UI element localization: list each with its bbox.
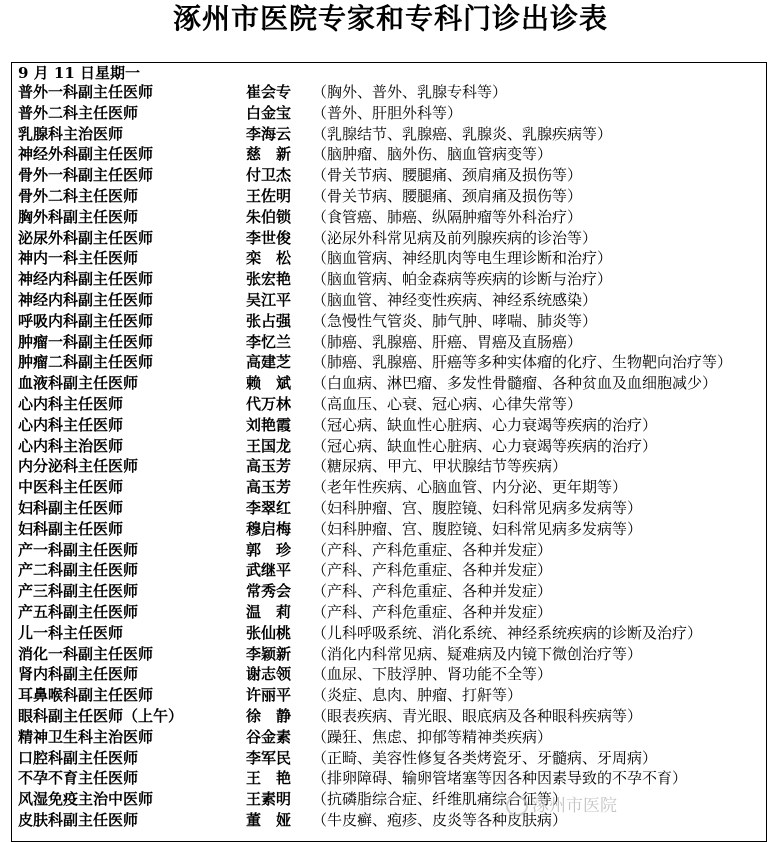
schedule-row [18, 269, 768, 290]
specialty-description: （肺癌、乳腺癌、肝癌等多种实体瘤的化疗、生物靶向治疗等） [312, 353, 733, 372]
doctor-name: 高建芝 [246, 353, 292, 372]
schedule-row [18, 373, 768, 394]
specialty-description: （普外、肝胆外科等） [312, 103, 463, 122]
schedule-row [18, 186, 768, 207]
doctor-name: 张仙桃 [246, 623, 292, 642]
specialty-description: （血尿、下肢浮肿、肾功能不全等） [312, 665, 553, 684]
schedule-row [18, 748, 768, 769]
doctor-name: 谷金素 [246, 727, 292, 746]
doctor-name: 刘艳霞 [246, 415, 292, 434]
doctor-name: 李颖新 [246, 644, 292, 663]
department-title: 心内科主任医师 [18, 415, 124, 434]
schedule-row [18, 436, 768, 457]
doctor-name: 付卫杰 [246, 166, 292, 185]
schedule-row [18, 664, 768, 685]
specialty-description: （产科、产科危重症、各种并发症） [312, 602, 553, 621]
specialty-description: （炎症、息肉、肿瘤、打鼾等） [312, 686, 523, 705]
doctor-name: 栾 松 [246, 249, 292, 268]
specialty-description: （躁狂、焦虑、抑郁等精神类疾病） [312, 727, 553, 746]
department-title: 骨外一科副主任医师 [18, 166, 154, 185]
department-title: 普外一科副主任医师 [18, 83, 154, 101]
specialty-description: （脑血管病、帕金森病等疾病的诊断与治疗） [312, 270, 613, 289]
specialty-description: （牛皮癣、疱疹、皮炎等各种皮肤病） [312, 810, 568, 829]
department-title: 产三科副主任医师 [18, 582, 139, 601]
department-title: 眼科副主任医师（上午） [18, 706, 184, 725]
department-title: 神内一科主任医师 [18, 249, 139, 268]
specialty-description: （冠心病、缺血性心脏病、心力衰竭等疾病的治疗） [312, 436, 658, 455]
specialty-description: （食管癌、肺癌、纵隔肿瘤等外科治疗） [312, 207, 583, 226]
doctor-name: 董 娅 [246, 810, 292, 829]
department-title: 呼吸内科副主任医师 [18, 311, 154, 330]
doctor-name: 郭 珍 [246, 540, 292, 559]
schedule-row [18, 685, 768, 706]
doctor-name: 吴江平 [246, 290, 292, 309]
department-title: 精神卫生科主治医师 [18, 727, 154, 746]
schedule-row [18, 644, 768, 665]
specialty-description: （脑肿瘤、脑外伤、脑血管病变等） [312, 145, 553, 164]
department-title: 血液科副主任医师 [18, 374, 139, 393]
watermark [506, 791, 617, 816]
doctor-name: 王佐明 [246, 186, 292, 205]
schedule-row [18, 82, 768, 103]
schedule-row [18, 207, 768, 228]
schedule-row [18, 415, 768, 436]
doctor-name: 张宏艳 [246, 270, 292, 289]
doctor-name: 温 莉 [246, 602, 292, 621]
department-title: 心内科主任医师 [18, 394, 124, 413]
doctor-name: 代万林 [246, 394, 292, 413]
schedule-row [18, 228, 768, 249]
specialty-description: （肺癌、乳腺癌、肝癌、胃癌及直肠癌） [312, 332, 583, 351]
specialty-description: （抗磷脂综合症、纤维肌痛综合征等） [312, 790, 568, 809]
department-title: 骨外二科主任医师 [18, 186, 139, 205]
schedule-row [18, 602, 768, 623]
department-title: 神经内科副主任医师 [18, 270, 154, 289]
schedule-row [18, 498, 768, 519]
schedule-row [18, 477, 768, 498]
specialty-description: （冠心病、缺血性心脏病、心力衰竭等疾病的治疗） [312, 415, 658, 434]
doctor-name: 许丽平 [246, 686, 292, 705]
specialty-description: （白血病、淋巴瘤、多发性骨髓瘤、各种贫血及血细胞减少） [312, 374, 718, 393]
department-title: 神经外科副主任医师 [18, 145, 154, 164]
schedule-row [18, 623, 768, 644]
doctor-name: 张占强 [246, 311, 292, 330]
schedule-row [18, 311, 768, 332]
department-title: 妇科副主任医师 [18, 498, 124, 517]
department-title: 中医科主任医师 [18, 478, 124, 497]
department-title: 妇科副主任医师 [18, 519, 124, 538]
doctor-name: 白金宝 [246, 103, 292, 122]
department-title: 肾内科副主任医师 [18, 665, 139, 684]
department-title: 产二科副主任医师 [18, 561, 139, 580]
schedule-row [18, 768, 768, 789]
department-title: 耳鼻喉科副主任医师 [18, 686, 154, 705]
doctor-name: 武继平 [246, 561, 292, 580]
schedule-row [18, 519, 768, 540]
schedule-row [18, 124, 768, 145]
wechat-icon [506, 796, 528, 816]
doctor-name: 朱伯锁 [246, 207, 292, 226]
department-title: 乳腺科主治医师 [18, 124, 124, 143]
doctor-name: 崔会专 [246, 83, 292, 101]
department-title: 普外二科主任医师 [18, 103, 139, 122]
schedule-row [18, 789, 768, 810]
schedule-row [18, 706, 768, 727]
specialty-description: （脑血管病、神经肌肉等电生理诊断和治疗） [312, 249, 613, 268]
doctor-name: 王 艳 [246, 769, 292, 788]
specialty-description: （老年性疾病、心脑血管、内分泌、更年期等） [312, 478, 628, 497]
department-title: 内分泌科主任医师 [18, 457, 139, 476]
doctor-name: 李翠红 [246, 498, 292, 517]
department-title: 口腔科副主任医师 [18, 748, 139, 767]
department-title: 产五科副主任医师 [18, 602, 139, 621]
specialty-description: （高血压、心衰、冠心病、心律失常等） [312, 394, 583, 413]
specialty-description: （产科、产科危重症、各种并发症） [312, 561, 553, 580]
specialty-description: （骨关节病、腰腿痛、颈肩痛及损伤等） [312, 166, 583, 185]
department-title: 泌尿外科副主任医师 [18, 228, 154, 247]
watermark-text: 涿州市医院 [532, 796, 617, 816]
schedule-row [18, 560, 768, 581]
department-title: 肿瘤二科副主任医师 [18, 353, 154, 372]
doctor-name: 李海云 [246, 124, 292, 143]
doctor-name: 慈 新 [246, 145, 292, 164]
doctor-name: 高玉芳 [246, 457, 292, 476]
schedule-row [18, 332, 768, 353]
specialty-description: （眼表疾病、青光眼、眼底病及各种眼科疾病等） [312, 706, 643, 725]
specialty-description: （骨关节病、腰腿痛、颈肩痛及损伤等） [312, 186, 583, 205]
specialty-description: （脑血管、神经变性疾病、神经系统感染） [312, 290, 598, 309]
department-title: 肿瘤一科副主任医师 [18, 332, 154, 351]
doctor-name: 谢志领 [246, 665, 292, 684]
schedule-row [18, 165, 768, 186]
specialty-description: （胸外、普外、乳腺专科等） [312, 83, 508, 101]
doctor-name: 李忆兰 [246, 332, 292, 351]
schedule-row [18, 103, 768, 124]
specialty-description: （产科、产科危重症、各种并发症） [312, 582, 553, 601]
schedule-row [18, 581, 768, 602]
doctor-name: 徐 静 [246, 706, 292, 725]
department-title: 风湿免疫主治中医师 [18, 790, 154, 809]
specialty-description: （消化内科常见病、疑难病及内镜下微创治疗等） [312, 644, 643, 663]
doctor-name: 王国龙 [246, 436, 292, 455]
specialty-description: （妇科肿瘤、宫、腹腔镜、妇科常见病多发病等） [312, 498, 643, 517]
doctor-name: 李军民 [246, 748, 292, 767]
department-title: 不孕不育主任医师 [18, 769, 139, 788]
department-title: 产一科副主任医师 [18, 540, 139, 559]
page-title: 涿州市医院专家和专科门诊出诊表 [172, 2, 608, 35]
schedule-row [18, 540, 768, 561]
doctor-name: 李世俊 [246, 228, 292, 247]
schedule-row [18, 394, 768, 415]
specialty-description: （正畸、美容性修复各类烤瓷牙、牙髓病、牙周病） [312, 748, 658, 767]
department-title: 儿一科主任医师 [18, 623, 124, 642]
schedule-row [18, 144, 768, 165]
schedule-row [18, 456, 768, 477]
specialty-description: （急慢性气管炎、肺气肿、哮喘、肺炎等） [312, 311, 598, 330]
doctor-name: 高玉芳 [246, 478, 292, 497]
specialty-description: （产科、产科危重症、各种并发症） [312, 540, 553, 559]
department-title: 心内科主治医师 [18, 436, 124, 455]
department-title: 神经内科副主任医师 [18, 290, 154, 309]
schedule-row [18, 352, 768, 373]
schedule-row [18, 248, 768, 269]
department-title: 胸外科副主任医师 [18, 207, 139, 226]
doctor-name: 王素明 [246, 790, 292, 809]
doctor-name: 常秀会 [246, 582, 292, 601]
specialty-description: （泌尿外科常见病及前列腺疾病的诊治等） [312, 228, 598, 247]
specialty-description: （排卵障碍、输卵管堵塞等因各种因素导致的不孕不育） [312, 769, 688, 788]
specialty-description: （糖尿病、甲亢、甲状腺结节等疾病） [312, 457, 568, 476]
schedule-row [18, 810, 768, 831]
department-title: 消化一科副主任医师 [18, 644, 154, 663]
doctor-name: 穆启梅 [246, 519, 292, 538]
specialty-description: （乳腺结节、乳腺癌、乳腺炎、乳腺疾病等） [312, 124, 613, 143]
specialty-description: （儿科呼吸系统、消化系统、神经系统疾病的诊断及治疗） [312, 623, 703, 642]
schedule-list [18, 82, 768, 831]
doctor-name: 赖 斌 [246, 374, 292, 393]
schedule-row [18, 727, 768, 748]
schedule-date: 9 月 11 日星期一 [18, 64, 140, 82]
schedule-row [18, 290, 768, 311]
department-title: 皮肤科副主任医师 [18, 810, 139, 829]
specialty-description: （妇科肿瘤、宫、腹腔镜、妇科常见病多发病等） [312, 519, 643, 538]
